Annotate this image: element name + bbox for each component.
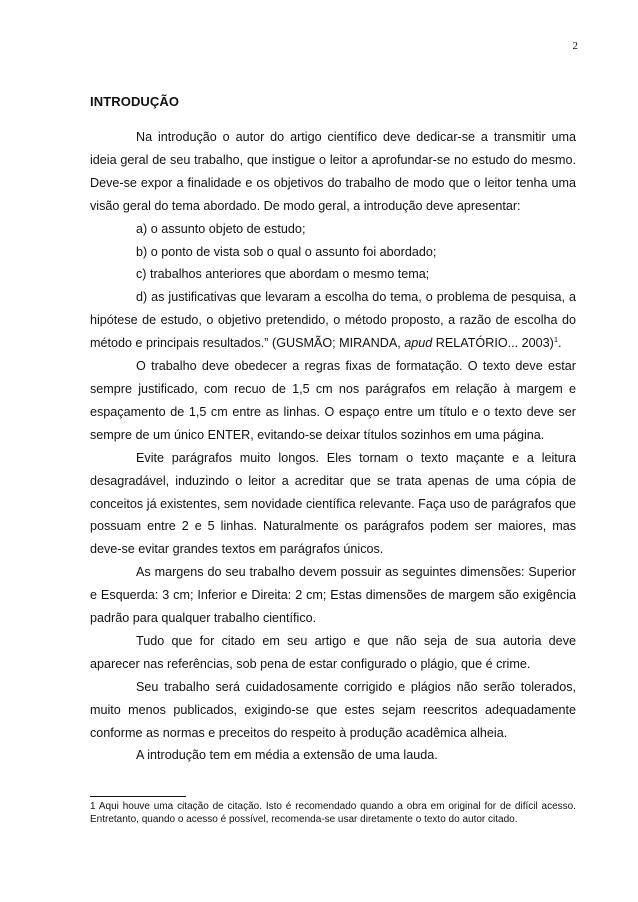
paragraph-intro: Na introdução o autor do artigo científico deve dedicar-se a transmitir uma ideia geral de seu trabalho, que instigue o leitor a aprofundar-se no estudo do mesmo. Deve-se expor a finalidade e os objetivos do trabalho de modo que o leitor tenha uma visão geral do tema abordado. De modo geral, a introdução deve apresentar:: [90, 130, 576, 213]
paragraph-formatting: O trabalho deve obedecer a regras fixas de formatação. O texto deve estar sempre justificado, com recuo de 1,5 cm nos parágrafos em relação à margem e espaçamento de 1,5 cm entre as linhas. O espaço entre um título e o texto deve ser sempre de um único ENTER, evitando-se deixar títulos sozinhos em uma página.: [90, 359, 576, 442]
paragraph-extension: A introdução tem em média a extensão de uma lauda.: [136, 748, 438, 763]
footnote: 1 Aqui houve uma citação de citação. Isto é recomendado quando a obra em original for de difícil acesso. Entretanto, quando o acesso é possível, recomenda-se usar diretamente o texto do autor citado.: [90, 801, 576, 826]
list-item-d-end: .: [558, 336, 562, 351]
list-item-b: b) o ponto de vista sob o qual o assunto foi abordado;: [136, 244, 437, 259]
paragraph-margins: As margens do seu trabalho devem possuir as seguintes dimensões: Superior e Esquerda: 3 cm; Inferior e Direita: 2 cm; Estas dimensões de margem são exigência padrão para qualquer trabalho científico.: [90, 565, 576, 626]
paragraph-length: Evite parágrafos muito longos. Eles tornam o texto maçante e a leitura desagradável, induzindo o leitor a acreditar que se trata apenas de uma cópia de conceitos já existentes, sem novidade científica relevante. Faça uso de parágrafos que possuam entre 2 e 5 linhas. Naturalmente os parágrafos podem ser maiores, mas deve-se evitar grandes textos em parágrafos únicos.: [90, 450, 576, 557]
list-item-c: c) trabalhos anteriores que abordam o mesmo tema;: [136, 267, 430, 282]
apud-word: apud: [404, 336, 433, 351]
paragraph-plagiarism: Seu trabalho será cuidadosamente corrigido e plágios não serão tolerados, muito menos publicados, exigindo-se que estes sejam reescritos adequadamente conforme as normas e preceitos do respeito à produção acadêmica alheia.: [90, 679, 576, 740]
footnote-reference: 1: [553, 334, 558, 344]
list-item-a: a) o assunto objeto de estudo;: [136, 221, 306, 236]
list-item-d-tail: RELATÓRIO... 2003): [432, 336, 554, 351]
page-number: 2: [572, 40, 578, 52]
footnote-separator: [90, 796, 186, 797]
list-item-d-text: d) as justificativas que levaram a escolha do tema, o problema de pesquisa, a hipótese de estudo, o objetivo pretendido, o método proposto, a razão de escolha do método e principais resultados.” (GUSMÃO; MIRANDA,: [90, 290, 576, 351]
list-item-d: [90, 286, 576, 355]
section-title: INTRODUÇÃO: [90, 94, 180, 109]
body-text: [90, 126, 576, 767]
paragraph-citations: Tudo que for citado em seu artigo e que não seja de sua autoria deve aparecer nas referências, sob pena de estar configurado o plágio, que é crime.: [90, 633, 576, 671]
